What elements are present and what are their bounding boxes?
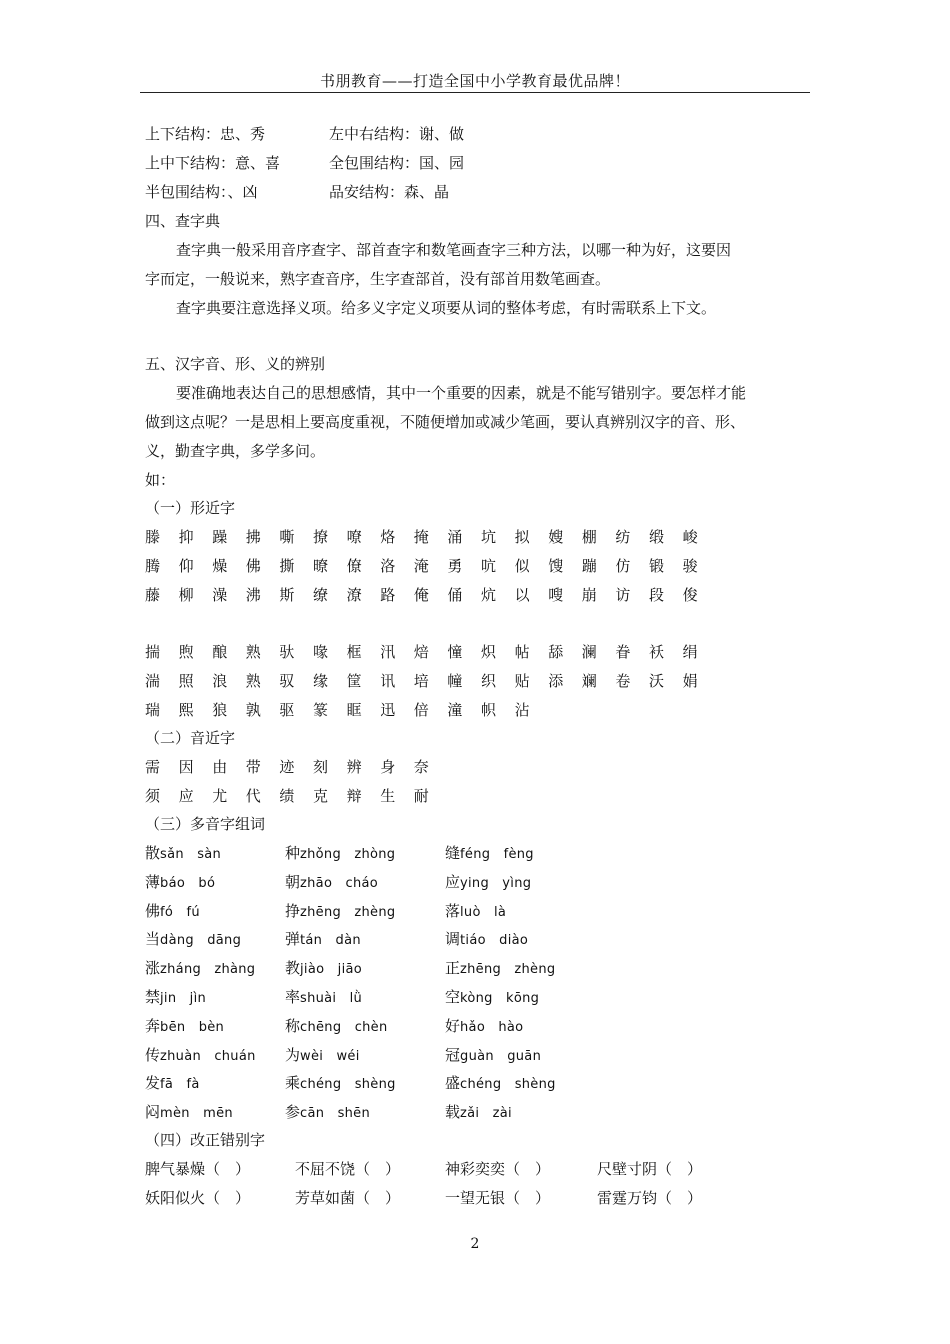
char-cell: 段: [649, 586, 665, 604]
char-cell: 尤: [212, 787, 228, 805]
char-cell: 绩: [279, 787, 295, 805]
char-cell: 暸: [313, 557, 329, 575]
pinyin-readings: bēn bèn: [160, 1019, 225, 1035]
char-cell: 贴: [514, 672, 530, 690]
char-cell: 缭: [313, 586, 329, 604]
polyphone-char: 发: [145, 1074, 161, 1093]
char-cell: 迅: [380, 701, 396, 719]
char-cell: 带: [245, 758, 261, 776]
char-cell: 驮: [279, 643, 295, 661]
structure-item: 上下结构：忠、秀: [145, 125, 266, 143]
char-cell: 喙: [313, 643, 329, 661]
char-cell: 燥: [212, 557, 228, 575]
char-cell: 狼: [212, 701, 228, 719]
char-cell: 由: [212, 758, 228, 776]
char-cell: 骏: [682, 557, 698, 575]
char-cell: 蹦: [581, 557, 597, 575]
char-cell: 应: [178, 787, 194, 805]
char-cell: 嗖: [548, 586, 564, 604]
char-cell: 眶: [346, 701, 362, 719]
paragraph-line: 做到这点呢？一是思相上要高度重视，不随便增加或减少笔画，要认真辨别汉字的音、形、: [145, 413, 746, 431]
char-cell: 瑞: [145, 701, 161, 719]
char-cell: 澜: [581, 643, 597, 661]
polyphone-item: [145, 986, 206, 1007]
char-cell: 沾: [514, 701, 530, 719]
char-cell: 洛: [380, 557, 396, 575]
char-cell: 佛: [245, 557, 261, 575]
pinyin-readings: jiào jiāo: [300, 962, 363, 978]
polyphone-char: 率: [285, 988, 301, 1006]
char-cell: 憧: [447, 643, 463, 661]
char-cell: 撩: [313, 528, 329, 546]
char-cell: 孰: [245, 701, 261, 719]
char-cell: 辨: [346, 758, 362, 776]
pinyin-readings: féng fèng: [460, 847, 534, 862]
char-cell: 驭: [279, 672, 295, 690]
char-cell: 滕: [145, 528, 161, 546]
char-cell: 锻: [649, 557, 665, 575]
pinyin-readings: chéng shèng: [300, 1077, 396, 1093]
char-cell: 炽: [481, 643, 497, 661]
pinyin-readings: fā fà: [160, 1077, 200, 1093]
char-cell: 峻: [682, 528, 698, 546]
char-cell: 澡: [212, 586, 228, 604]
polyphone-item: [285, 1072, 396, 1093]
correction-item: 芳草如菌（ ）: [295, 1189, 401, 1207]
char-cell: 沃: [649, 672, 665, 690]
char-cell: 仰: [178, 557, 194, 575]
polyphone-item: [445, 957, 555, 978]
char-cell: 驱: [279, 701, 295, 719]
paragraph-line: 查字典要注意选择义项。给多义字定义项要从词的整体考虑，有时需联系上下文。: [176, 299, 717, 317]
char-cell: 馊: [548, 557, 564, 575]
pinyin-readings: dàng dāng: [160, 933, 242, 949]
polyphone-char: 佛: [145, 901, 161, 920]
polyphone-item: [145, 1072, 200, 1093]
polyphone-item: [285, 1015, 388, 1036]
char-cell: 须: [145, 787, 161, 805]
char-cell: 缘: [313, 672, 329, 690]
pinyin-readings: zhēng zhèng: [300, 904, 396, 920]
char-cell: 焙: [413, 643, 429, 661]
char-cell: 帜: [481, 701, 497, 719]
char-cell: 似: [514, 557, 530, 575]
pinyin-readings: tán dàn: [300, 933, 361, 949]
char-cell: 绢: [682, 643, 698, 661]
correction-item: 不屈不饶（ ）: [295, 1160, 401, 1178]
pinyin-readings: zhuàn chuán: [160, 1048, 256, 1064]
structure-item: 上中下结构：意、喜: [145, 154, 281, 172]
char-cell: 卷: [615, 672, 631, 690]
char-cell: 纺: [615, 528, 631, 546]
polyphone-item: [445, 842, 534, 863]
polyphone-item: [285, 871, 378, 892]
char-cell: 刻: [313, 758, 329, 776]
subsection-heading: （二）音近字: [145, 729, 236, 747]
char-cell: 崩: [581, 586, 597, 604]
pinyin-readings: tiáo diào: [460, 933, 529, 949]
char-cell: 撕: [279, 557, 295, 575]
polyphone-char: 闷: [145, 1103, 161, 1122]
paragraph-line: 义，勤查字典，多学多问。: [145, 442, 326, 460]
polyphone-item: [285, 986, 362, 1007]
char-cell: 框: [346, 643, 362, 661]
char-cell: 熟: [245, 672, 261, 690]
header-rule: [140, 92, 810, 93]
pinyin-readings: sǎn sàn: [160, 847, 222, 862]
polyphone-item: [145, 900, 200, 921]
polyphone-char: 缝: [445, 844, 461, 862]
char-cell: 身: [380, 758, 396, 776]
correction-item: 神彩奕奕（ ）: [445, 1160, 551, 1178]
structure-item: 品安结构：森、晶: [329, 183, 450, 201]
char-cell: 汛: [380, 643, 396, 661]
char-cell: 潼: [447, 701, 463, 719]
char-cell: 煦: [178, 643, 194, 661]
polyphone-item: [145, 928, 241, 949]
char-cell: 袄: [649, 643, 665, 661]
polyphone-char: 冠: [445, 1045, 461, 1064]
char-cell: 沸: [245, 586, 261, 604]
polyphone-char: 当: [145, 930, 161, 949]
char-cell: 熙: [178, 701, 194, 719]
char-cell: 筐: [346, 672, 362, 690]
subsection-heading: （一）形近字: [145, 499, 236, 517]
char-cell: 俊: [682, 586, 698, 604]
char-cell: 浪: [212, 672, 228, 690]
char-cell: 嘹: [346, 528, 362, 546]
pinyin-readings: zhǒng zhòng: [300, 847, 396, 862]
polyphone-char: 盛: [445, 1074, 461, 1093]
correction-item: 脾气暴燥（ ）: [145, 1160, 251, 1178]
char-cell: 培: [413, 672, 429, 690]
char-cell: 舔: [548, 643, 564, 661]
char-cell: 吭: [481, 557, 497, 575]
pinyin-readings: shuài lǜ: [300, 991, 363, 1006]
page-number: 2: [470, 1236, 480, 1252]
pinyin-readings: chéng shèng: [460, 1077, 556, 1093]
polyphone-item: [285, 900, 395, 921]
char-cell: 坑: [481, 528, 497, 546]
char-cell: 拟: [514, 528, 530, 546]
pinyin-readings: zǎi zài: [460, 1106, 512, 1122]
char-cell: 因: [178, 758, 194, 776]
correction-item: 一望无银（ ）: [445, 1189, 551, 1207]
pinyin-readings: mèn mēn: [160, 1106, 233, 1122]
char-cell: 访: [615, 586, 631, 604]
polyphone-item: [145, 871, 215, 892]
polyphone-char: 载: [445, 1103, 461, 1122]
paragraph-line: 字而定，一般说来，熟字查音序，生字查部首，没有部首用数笔画查。: [145, 270, 611, 288]
pinyin-readings: zháng zhàng: [160, 962, 256, 978]
polyphone-char: 空: [445, 988, 461, 1006]
pinyin-readings: jin jìn: [160, 991, 207, 1006]
polyphone-char: 称: [285, 1016, 301, 1035]
correction-item: 妖阳似火（ ）: [145, 1189, 251, 1207]
polyphone-char: 薄: [145, 872, 161, 891]
pinyin-readings: kòng kōng: [460, 991, 540, 1006]
correction-item: 尺壁寸阴（ ）: [597, 1160, 703, 1178]
polyphone-item: [285, 957, 362, 978]
char-cell: 嘶: [279, 528, 295, 546]
polyphone-item: [445, 1101, 512, 1122]
pinyin-readings: báo bó: [160, 875, 216, 891]
pinyin-readings: chēng chèn: [300, 1019, 388, 1035]
pinyin-readings: luò là: [460, 904, 507, 920]
char-cell: 以: [514, 586, 530, 604]
polyphone-char: 禁: [145, 988, 161, 1006]
polyphone-item: [145, 1044, 256, 1065]
structure-item: 半包围结构：、凶: [145, 183, 258, 201]
section-heading: 四、查字典: [145, 212, 221, 230]
polyphone-char: 好: [445, 1016, 461, 1035]
polyphone-char: 为: [285, 1045, 301, 1064]
char-cell: 掩: [413, 528, 429, 546]
char-cell: 腾: [145, 557, 161, 575]
pinyin-readings: guàn guān: [460, 1048, 542, 1064]
polyphone-char: 传: [145, 1045, 161, 1064]
char-cell: 躁: [212, 528, 228, 546]
char-cell: 炕: [481, 586, 497, 604]
pinyin-readings: cān shēn: [300, 1106, 371, 1122]
char-cell: 俑: [447, 586, 463, 604]
polyphone-item: [285, 842, 395, 863]
char-cell: 照: [178, 672, 194, 690]
char-cell: 耐: [413, 787, 429, 805]
char-cell: 柳: [178, 586, 194, 604]
char-cell: 仿: [615, 557, 631, 575]
structure-item: 全包围结构：国、园: [329, 154, 465, 172]
polyphone-char: 参: [285, 1103, 301, 1122]
char-cell: 眷: [615, 643, 631, 661]
char-cell: 淹: [413, 557, 429, 575]
char-cell: 斓: [581, 672, 597, 690]
char-cell: 俺: [413, 586, 429, 604]
char-cell: 嫂: [548, 528, 564, 546]
char-cell: 棚: [581, 528, 597, 546]
polyphone-item: [145, 957, 255, 978]
polyphone-item: [445, 1072, 556, 1093]
char-cell: 拂: [245, 528, 261, 546]
pinyin-readings: zhāo cháo: [300, 875, 379, 891]
char-cell: 藤: [145, 586, 161, 604]
structure-item: 左中右结构：谢、做: [329, 125, 465, 143]
char-cell: 克: [313, 787, 329, 805]
char-cell: 讯: [380, 672, 396, 690]
char-cell: 烙: [380, 528, 396, 546]
polyphone-item: [145, 842, 221, 863]
char-cell: 潦: [346, 586, 362, 604]
subsection-heading: （三）多音字组词: [145, 815, 266, 833]
polyphone-char: 种: [285, 844, 301, 862]
char-cell: 篆: [313, 701, 329, 719]
char-cell: 僚: [346, 557, 362, 575]
polyphone-char: 涨: [145, 959, 161, 978]
char-cell: 添: [548, 672, 564, 690]
char-cell: 帖: [514, 643, 530, 661]
char-cell: 需: [145, 758, 161, 776]
polyphone-char: 散: [145, 844, 161, 862]
char-cell: 辩: [346, 787, 362, 805]
paragraph-line: 要准确地表达自己的思想感情，其中一个重要的因素，就是不能写错别字。要怎样才能: [176, 384, 747, 402]
char-cell: 幢: [447, 672, 463, 690]
polyphone-item: [145, 1101, 233, 1122]
char-cell: 涌: [447, 528, 463, 546]
char-cell: 奈: [413, 758, 429, 776]
polyphone-char: 教: [285, 959, 301, 978]
polyphone-item: [445, 1015, 523, 1036]
char-cell: 酿: [212, 643, 228, 661]
polyphone-char: 乘: [285, 1074, 301, 1093]
char-cell: 路: [380, 586, 396, 604]
char-cell: 织: [481, 672, 497, 690]
char-cell: 代: [245, 787, 261, 805]
polyphone-item: [285, 1101, 370, 1122]
correction-item: 雷霆万钧（ ）: [597, 1189, 703, 1207]
char-cell: 娟: [682, 672, 698, 690]
char-cell: 勇: [447, 557, 463, 575]
page-header: 书朋教育——打造全国中小学教育最优品牌！: [319, 72, 630, 90]
polyphone-item: [445, 1044, 541, 1065]
polyphone-char: 弹: [285, 930, 301, 949]
pinyin-readings: wèi wéi: [300, 1048, 360, 1064]
char-cell: 迹: [279, 758, 295, 776]
polyphone-item: [285, 928, 361, 949]
polyphone-item: [445, 986, 539, 1007]
polyphone-char: 应: [445, 872, 461, 891]
polyphone-item: [145, 1015, 224, 1036]
char-cell: 抑: [178, 528, 194, 546]
subsection-heading: （四）改正错别字: [145, 1131, 266, 1149]
section-heading: 五、汉字音、形、义的辨别: [145, 355, 326, 373]
polyphone-char: 挣: [285, 901, 301, 920]
char-cell: 倍: [413, 701, 429, 719]
pinyin-readings: fó fú: [160, 904, 200, 920]
char-cell: 熟: [245, 643, 261, 661]
pinyin-readings: hǎo hào: [460, 1019, 524, 1035]
paragraph-line: 查字典一般采用音序查字、部首查字和数笔画查字三种方法，以哪一种为好，这要因: [176, 241, 732, 259]
polyphone-item: [445, 871, 531, 892]
example-label: 如：: [145, 471, 176, 489]
pinyin-readings: zhēng zhèng: [460, 962, 556, 978]
polyphone-char: 朝: [285, 872, 301, 891]
polyphone-item: [445, 900, 506, 921]
char-cell: 揣: [145, 643, 161, 661]
char-cell: 生: [380, 787, 396, 805]
polyphone-char: 奔: [145, 1016, 161, 1035]
polyphone-char: 正: [445, 959, 461, 978]
polyphone-char: 落: [445, 901, 461, 920]
polyphone-item: [285, 1044, 360, 1065]
char-cell: 斯: [279, 586, 295, 604]
polyphone-char: 调: [445, 930, 461, 949]
pinyin-readings: ying yìng: [460, 875, 532, 891]
char-cell: 缎: [649, 528, 665, 546]
polyphone-item: [445, 928, 528, 949]
char-cell: 湍: [145, 672, 161, 690]
